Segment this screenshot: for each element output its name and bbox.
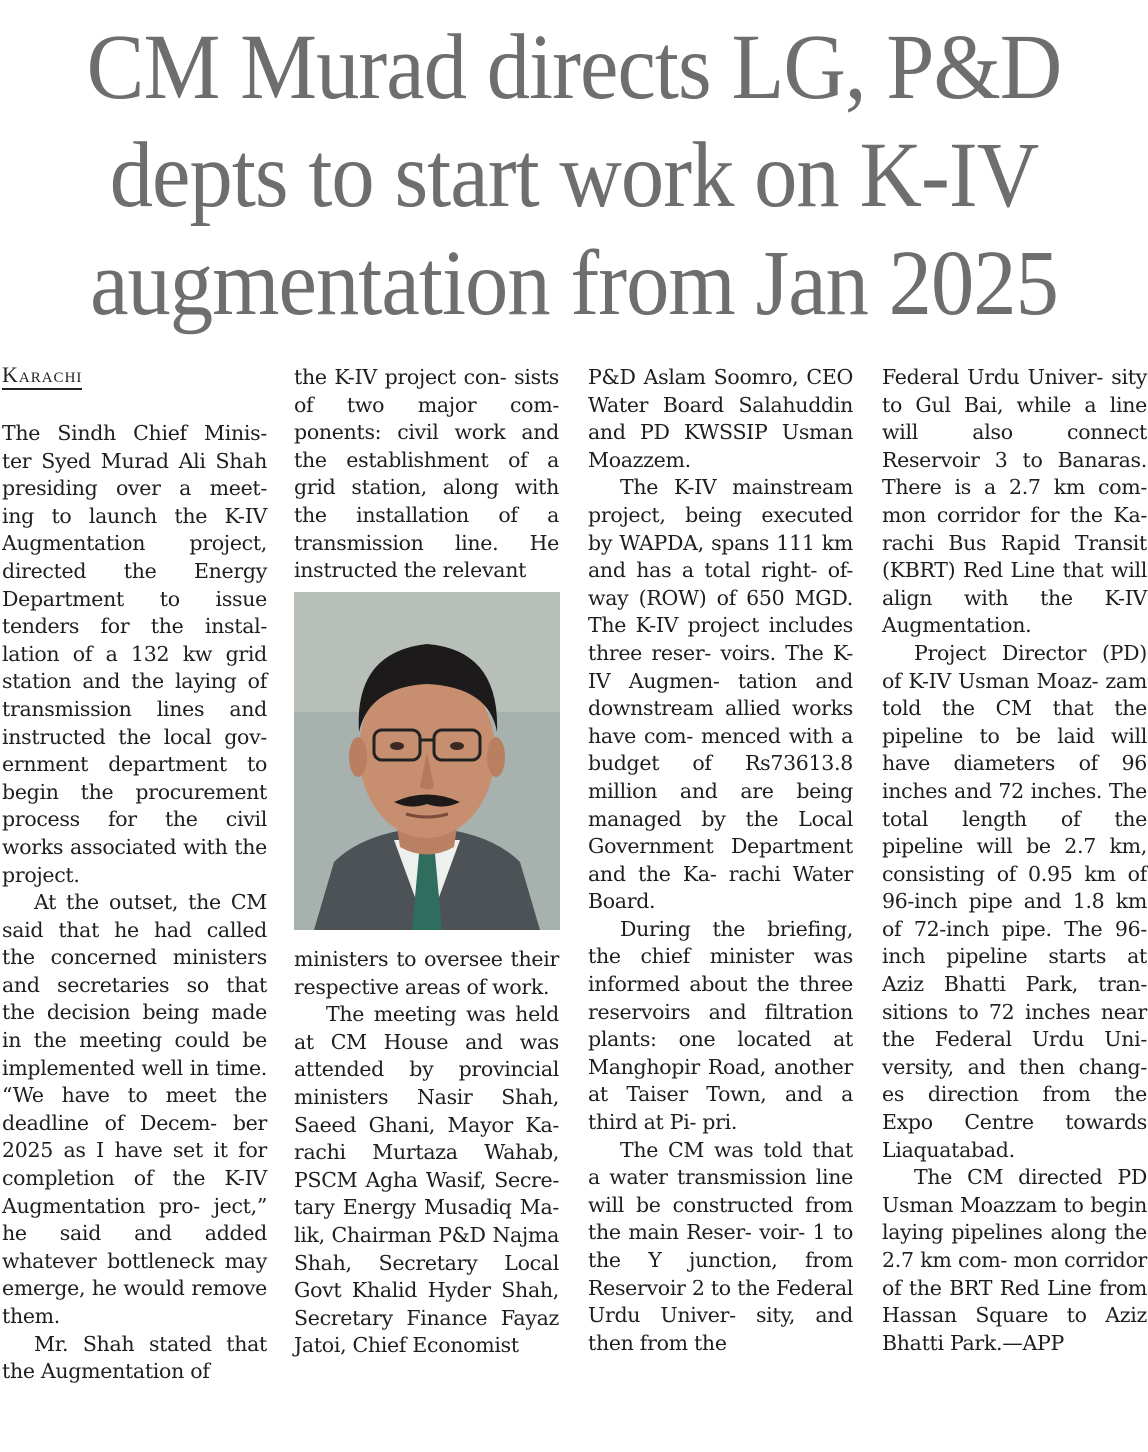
paragraph: P&D Aslam Soomro, CEO Water Board Salahuddin and PD KWSSIP Usman Moazzem. (588, 365, 853, 472)
paragraph: ministers to oversee their respective areas of work. (294, 947, 559, 999)
paragraph: Project Director (PD) of K-IV Usman Moaz- zam told the CM that the pipeline to be laid will have diameters of 96 inches and 72 inches. The total length of the pipeline will be 2.7 km, consisting of 0.95 km of 96-inch pipe and 1.8 km of 72-inch pipe. The 96- inch pipeline starts at Aziz Bhatti Park, tran- sitions to 72 inches near the Federal Urdu Uni- versity, and then chang- es direction from the Expo Centre towards Liaquatabad. (882, 640, 1147, 1162)
paragraph: The meeting was held at CM House and was attended by provincial ministers Nasir Shah, Saeed Ghani, Mayor Ka- rachi Murtaza Wahab, PSCM Agha Wasif, Secre- tary Energy Musadiq Ma- lik, Chairman P&D Najma Shah, Secretary Local Govt Khalid Hyder Shah, Secretary Finance Fayaz Jatoi, Chief Economist (294, 1002, 559, 1358)
article-column-1 (2, 420, 267, 1386)
headline: CM Murad directs LG, P&D depts to start work on K-IV augmentation from Jan 2025 (86, 16, 1062, 335)
paragraph: The CM was told that a water transmission line will be constructed from the main Reser- voir- 1 to the Y junction, from Reservoir 2 to the Federal Urdu Univer- sity, and then from the (588, 1137, 853, 1355)
paragraph: the K-IV project con- sists of two major com- ponents: civil work and the establishment of a grid station, along with the installation of a transmission line. He instructed the relevant (294, 365, 559, 583)
paragraph: Federal Urdu Univer- sity to Gul Bai, while a line will also connect Reservoir 3 to Banaras. There is a 2.7 km com- mon corridor for the Ka- rachi Bus Rapid Transit (KBRT) Red Line that will align with the K-IV Augmentation. (882, 365, 1147, 638)
article-column-4 (882, 364, 1147, 1357)
paragraph: The Sindh Chief Minis- ter Syed Murad Ali Shah presiding over a meet- ing to launch the K-IV Augmentation project, directed the Energy Department to issue tenders for the instal- lation of a 132 kw grid station and the laying of transmission lines and instructed the local gov- ernment department to begin the procurement process for the civil works associated with the project. (2, 421, 267, 887)
article-column-3 (588, 364, 853, 1357)
paragraph: Mr. Shah stated that the Augmentation of (2, 1331, 267, 1384)
article-column-2-top (294, 364, 559, 585)
paragraph: At the outset, the CM said that he had called the concerned ministers and secretaries so that the decision being made in the meeting could be implemented well in time. “We have to meet the deadline of Decem- ber 2025 as I have set it for completion of the K-IV Augmentation pro- ject,” he said and added whatever bottleneck may emerge, he would remove them. (2, 890, 267, 1328)
paragraph: The CM directed PD Usman Moazzam to begin laying pipelines along the 2.7 km com- mon corridor of the BRT Red Line from Hassan Square to Aziz Bhatti Park.—APP (882, 1165, 1147, 1355)
dateline: Karachi (2, 362, 82, 390)
portrait-illustration (294, 592, 560, 930)
paragraph: During the briefing, the chief minister was informed about the three reservoirs and filtration plants: one located at Manghopir Road, another at Taiser Town, and a third at Pi- pri. (588, 916, 853, 1135)
paragraph: The K-IV mainstream project, being executed by WAPDA, spans 111 km and has a total right- of-way (ROW) of 650 MGD. The K-IV project includes three reser- voirs. The K-IV Augmen- tation and downstream allied works have com- menced with a budget of Rs73613.8 million and are being managed by the Local Government Department and the Ka- rachi Water Board. (588, 475, 853, 914)
portrait-photo (294, 592, 560, 930)
article-column-2-bottom (294, 946, 559, 1360)
